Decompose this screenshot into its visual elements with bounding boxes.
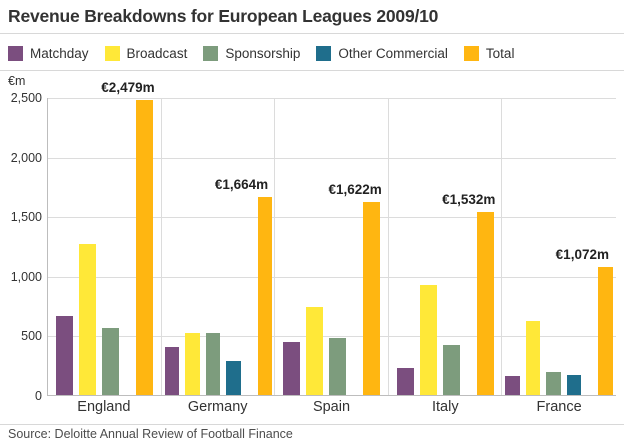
bars [275, 98, 389, 395]
legend-item-sponsorship[interactable] [203, 46, 300, 61]
bar-group-france [502, 98, 616, 395]
bar-france-matchday[interactable] [505, 376, 520, 395]
data-label-italy: €1,532m [442, 192, 496, 208]
source-note: Source: Deloitte Annual Review of Football Finance [8, 427, 293, 441]
y-tick-label-2500: 2,500 [10, 91, 42, 105]
x-tick-label-england: England [77, 399, 131, 415]
bar-germany-other-commercial[interactable] [226, 361, 241, 395]
bar-germany-broadcast[interactable] [185, 333, 200, 395]
legend-label-total: Total [485, 45, 515, 61]
bar-italy-matchday[interactable] [397, 368, 414, 395]
plot-area [10, 79, 616, 403]
bar-italy-total[interactable] [477, 212, 494, 395]
bar-spain-matchday[interactable] [283, 342, 300, 395]
bar-france-broadcast[interactable] [526, 321, 541, 395]
bar-italy-sponsorship[interactable] [443, 345, 460, 395]
data-label-france: €1,072m [555, 247, 609, 263]
y-tick-label-0: 0 [35, 389, 42, 403]
page-title: Revenue Breakdowns for European Leagues 2009/10 [8, 6, 439, 26]
bar-group-germany [162, 98, 276, 395]
legend-swatch-sponsorship [203, 46, 218, 61]
data-label-spain: €1,622m [328, 181, 382, 197]
legend-item-total[interactable] [464, 46, 515, 61]
bar-france-sponsorship[interactable] [546, 372, 561, 395]
legend-label-matchday: Matchday [30, 45, 89, 61]
bar-france-other-commercial[interactable] [567, 375, 582, 395]
legend-label-sponsorship: Sponsorship [225, 45, 301, 61]
bar-groups [48, 79, 616, 395]
bars [162, 98, 276, 395]
data-label-germany: €1,664m [214, 176, 269, 192]
legend-item-broadcast[interactable] [105, 46, 188, 61]
source-divider [0, 424, 624, 425]
title-divider [0, 33, 624, 34]
bar-italy-broadcast[interactable] [420, 285, 437, 395]
bar-germany-matchday[interactable] [165, 347, 180, 395]
bar-spain-sponsorship[interactable] [329, 338, 346, 395]
x-tick-label-italy: Italy [431, 399, 459, 415]
bar-england-total[interactable] [136, 100, 153, 395]
gridline-0 [48, 396, 616, 397]
x-tick-label-spain: Spain [312, 399, 351, 415]
bar-group-spain [275, 98, 389, 395]
legend-swatch-total [464, 46, 479, 61]
bar-spain-total[interactable] [363, 202, 380, 395]
y-tick-label-1500: 1,500 [10, 210, 42, 225]
bar-germany-total[interactable] [258, 197, 273, 395]
chart-legend [8, 42, 616, 64]
legend-swatch-broadcast [105, 46, 120, 61]
bar-germany-sponsorship[interactable] [206, 333, 221, 395]
bar-france-total[interactable] [598, 267, 613, 395]
y-tick-label-1000: 1,000 [10, 269, 42, 284]
bar-spain-broadcast[interactable] [306, 307, 323, 395]
legend-label-broadcast: Broadcast [126, 45, 188, 61]
legend-divider [0, 70, 624, 71]
legend-swatch-other_commercial [316, 46, 331, 61]
x-tick-label-france: France [536, 399, 582, 415]
y-tick-label-2000: 2,000 [10, 150, 42, 165]
bar-england-sponsorship[interactable] [102, 328, 119, 395]
legend-swatch-matchday [8, 46, 23, 61]
bars [389, 98, 503, 395]
bar-england-matchday[interactable] [56, 316, 73, 395]
y-tick-label-500: 500 [21, 329, 42, 344]
bar-england-broadcast[interactable] [79, 244, 96, 396]
bar-group-england [48, 79, 162, 395]
bars [48, 98, 162, 395]
y-axis-unit-label: €m [8, 74, 26, 88]
x-tick-label-germany: Germany [187, 399, 248, 415]
legend-item-matchday[interactable] [8, 46, 89, 61]
data-label-england: €2,479m [101, 79, 155, 95]
bar-group-italy [389, 98, 503, 395]
x-axis-labels [47, 399, 616, 421]
legend-item-other_commercial[interactable] [316, 46, 448, 61]
legend-label-other_commercial: Other Commercial [338, 45, 448, 61]
